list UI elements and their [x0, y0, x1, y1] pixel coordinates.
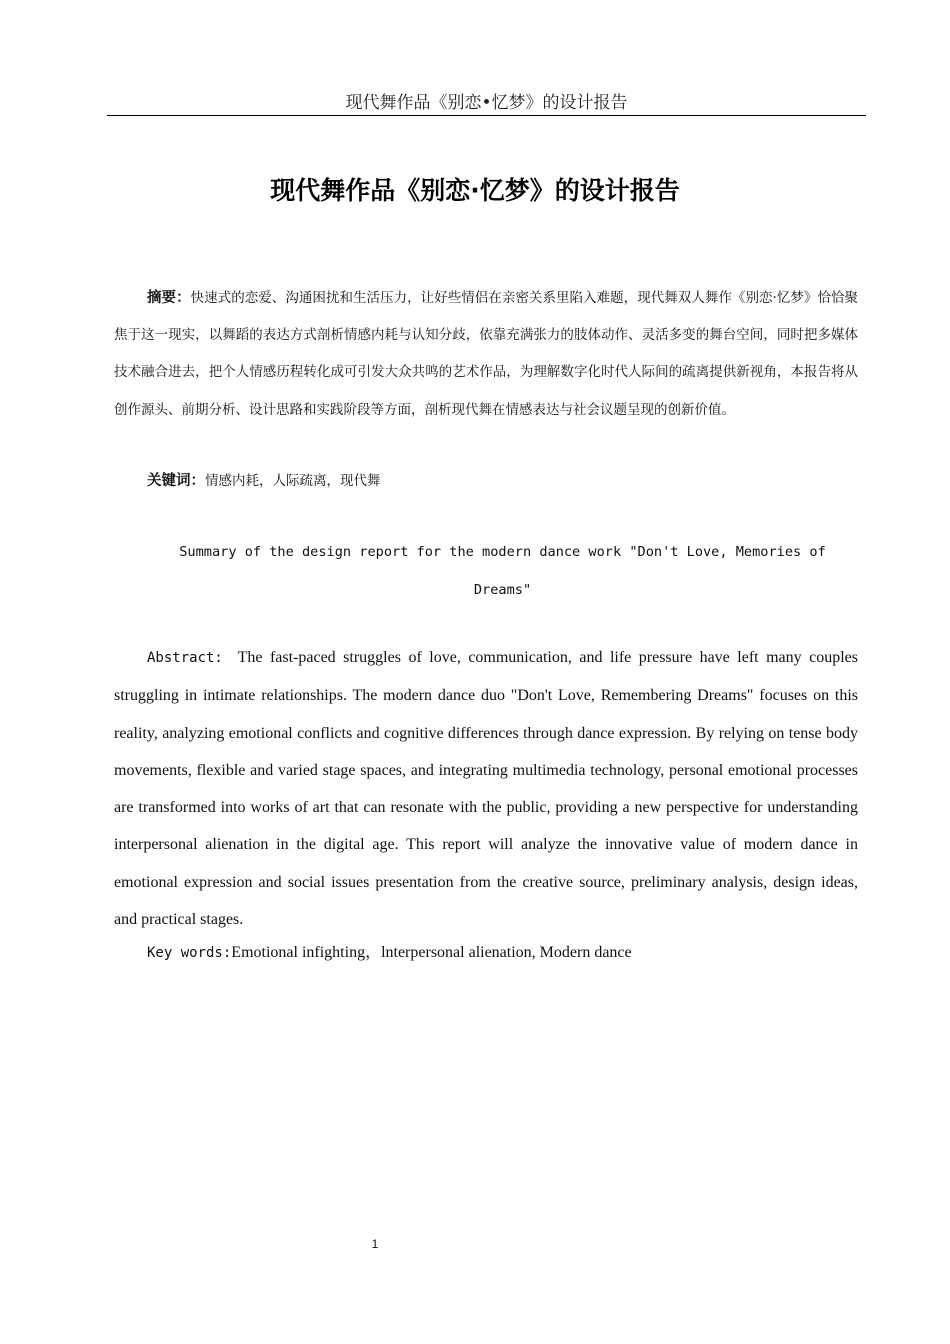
english-title: Summary of the design report for the modern dance work "Don't Love, Memories of Dreams" — [179, 544, 826, 598]
page-number: 1 — [371, 1237, 379, 1251]
chinese-keywords-label: 关键词： — [147, 473, 205, 489]
english-abstract-text: The fast-paced struggles of love, communication, and life pressure have left many couples struggling in intimate relationships. The modern dance duo "Don't Love, Remembering Dreams" focuses on this reality, analyzing emotional conflicts and cognitive differences through dance expression. By relying on tense body movements, flexible and varied stage spaces, and integrating multimedia technology, personal emotional processes are transformed into works of art that can resonate with the public, providing a new perspective for understanding interpersonal alienation in the digital age. This report will analyze the innovative value of modern dance in emotional expression and social issues presentation from the creative source, preliminary analysis, design ideas, and practical stages. — [114, 649, 859, 929]
english-abstract-label: Abstract: — [147, 650, 223, 666]
chinese-abstract-label: 摘要： — [147, 290, 191, 306]
chinese-abstract — [114, 280, 858, 429]
page-title: 现代舞作品《别恋·忆梦》的设计报告 — [270, 176, 680, 205]
english-abstract — [114, 639, 858, 938]
running-header: 现代舞作品《别恋•忆梦》的设计报告 — [107, 92, 866, 116]
english-keywords-text: Emotional infighting，lnterpersonal alienation, Modern dance — [231, 944, 632, 961]
chinese-keywords-text: 情感内耗，人际疏离，现代舞 — [205, 473, 381, 489]
english-keywords-label: Key words: — [147, 945, 232, 961]
chinese-keywords — [147, 466, 381, 496]
english-keywords — [147, 938, 632, 968]
chinese-abstract-text: 快速式的恋爱、沟通困扰和生活压力，让好些情侣在亲密关系里陷入难题，现代舞双人舞作《别恋·忆梦》恰恰聚焦于这一现实，以舞蹈的表达方式剖析情感内耗与认知分歧，依靠充满张力的肢体动作、灵活多变的舞台空间，同时把多媒体技术融合进去，把个人情感历程转化成可引发大众共鸣的艺术作品，为理解数字化时代人际间的疏离提供新视角，本报告将从创作源头、前期分析、设计思路和实践阶段等方面，剖析现代舞在情感表达与社会议题呈现的创新价值。 — [114, 290, 859, 418]
